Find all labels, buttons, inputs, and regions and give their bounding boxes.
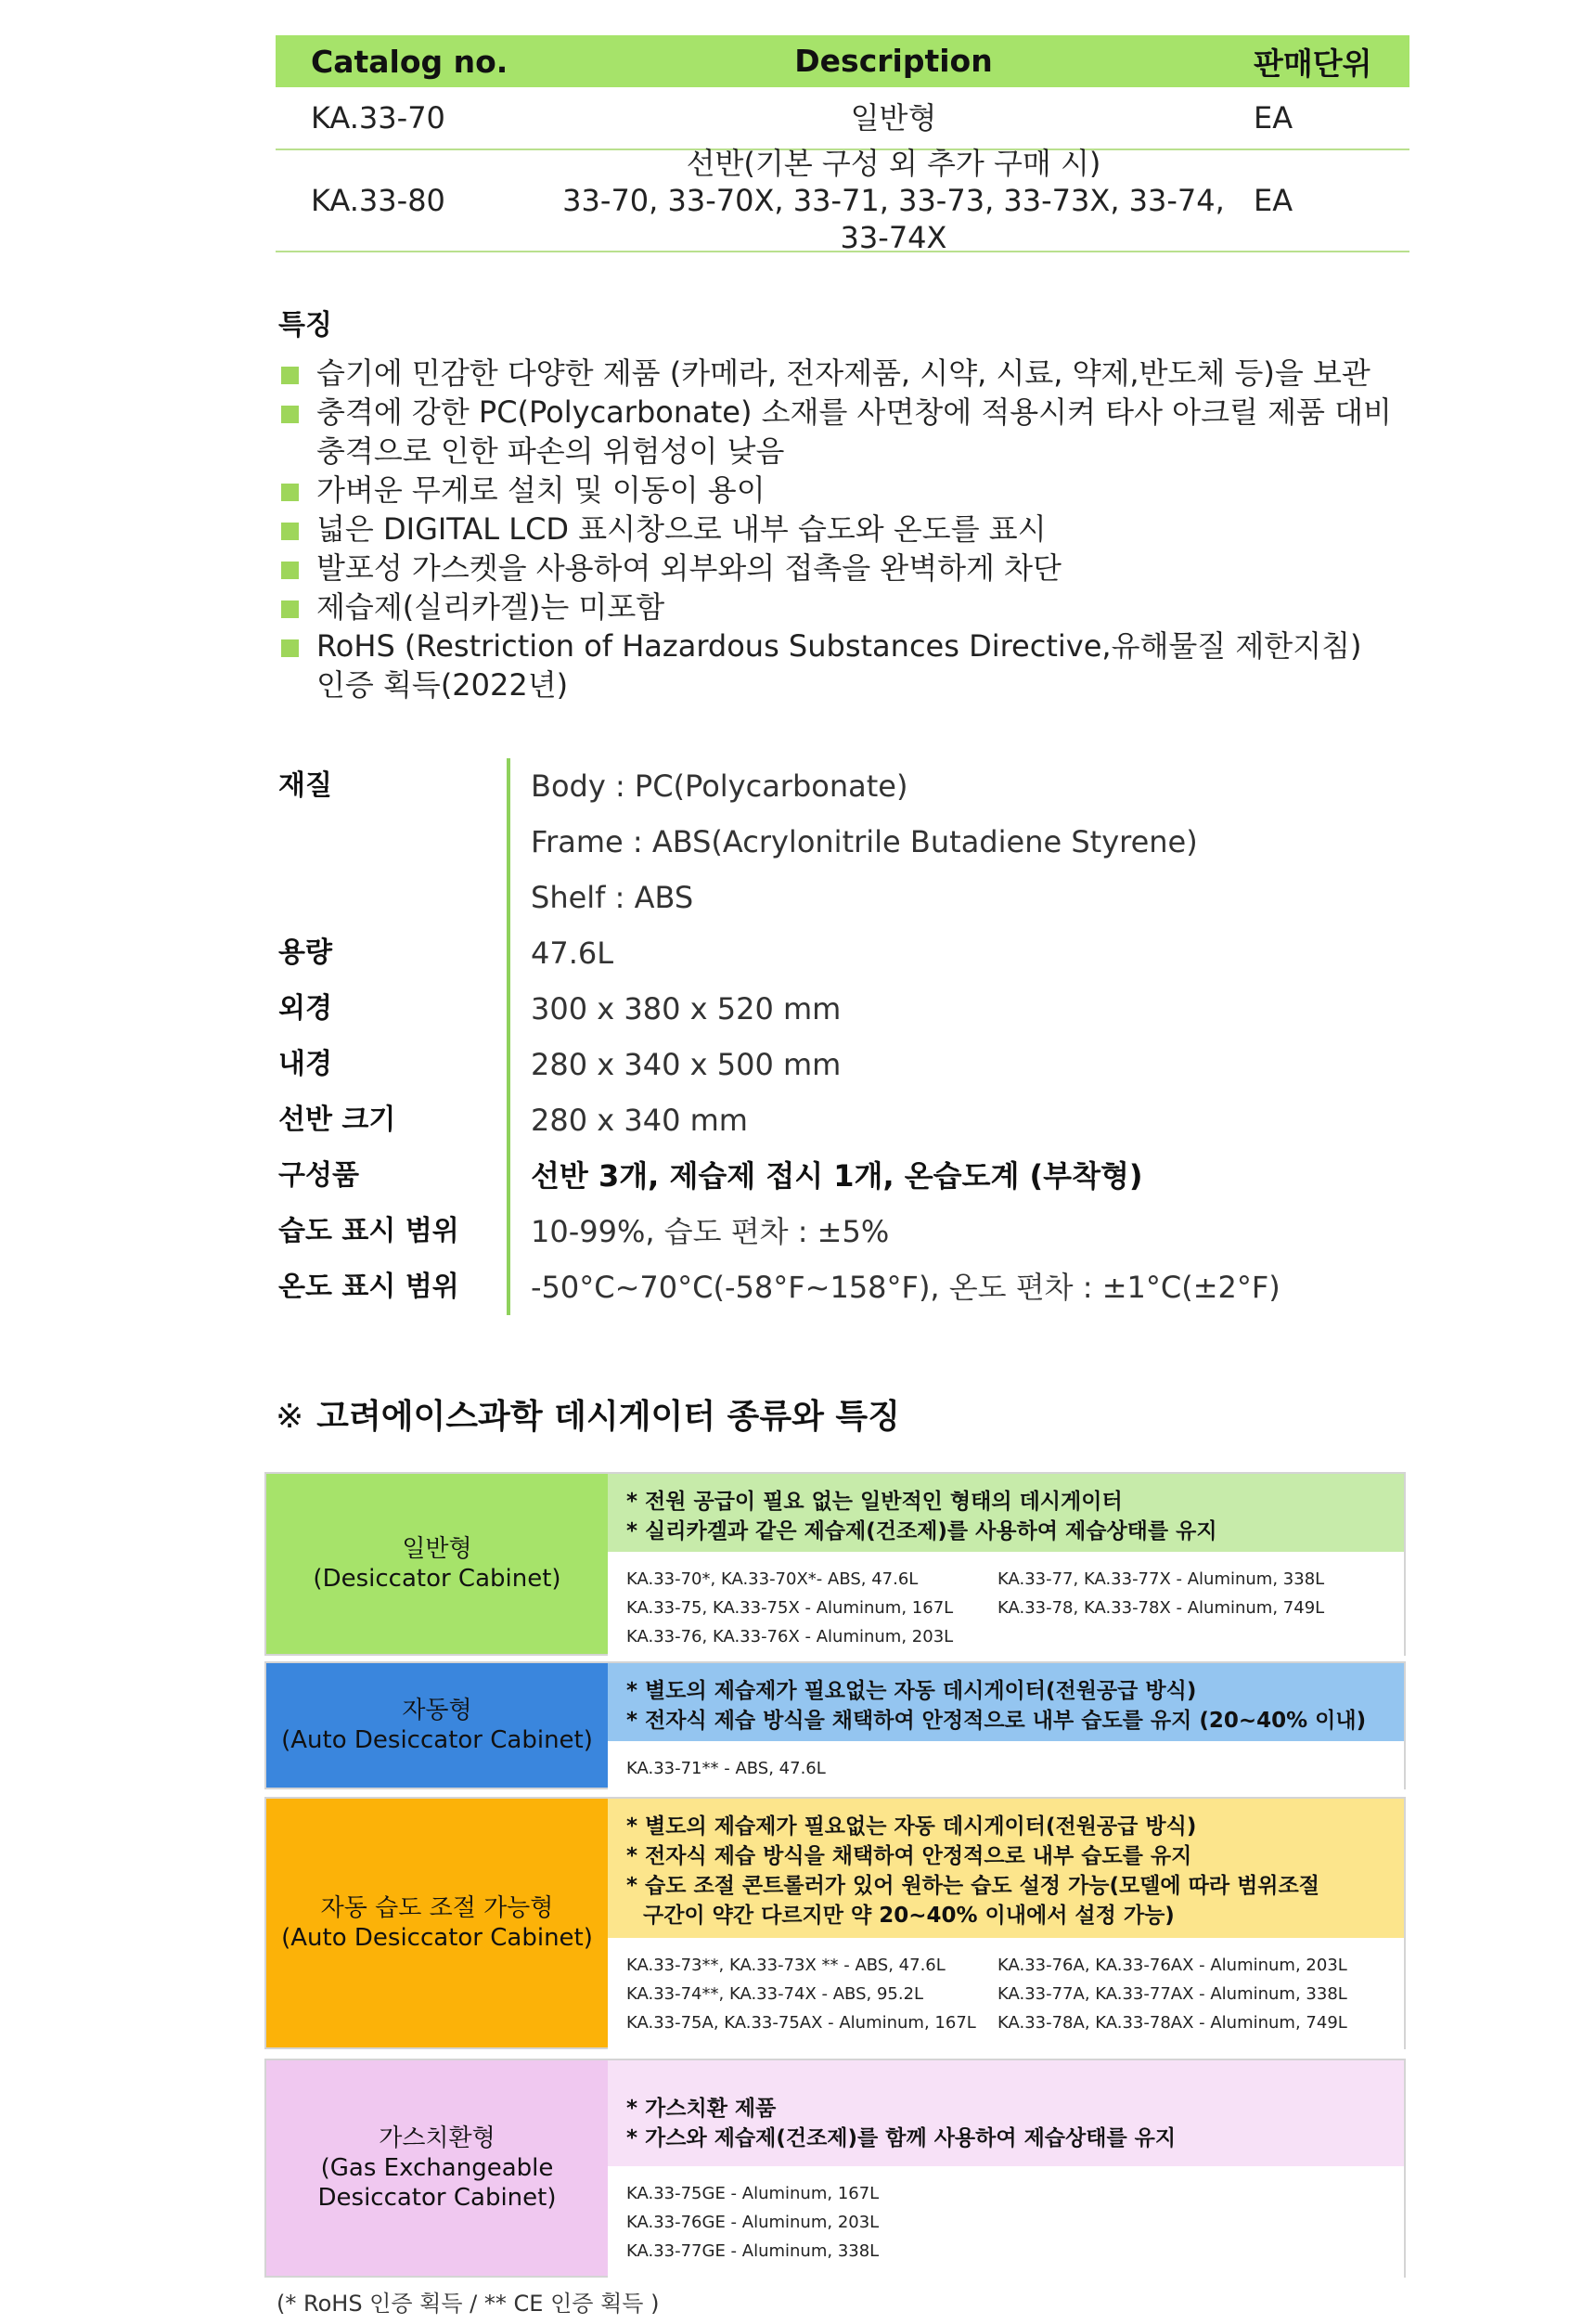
description-line: * 별도의 제습제가 필요없는 자동 데시게이터(전원공급 방식) (626, 1814, 1197, 1839)
spec-values (507, 1259, 1280, 1315)
table-row (276, 146, 1409, 255)
spec-value: Frame : ABS(Acrylonitrile Butadiene Styrene) (531, 824, 1198, 859)
type-name-en: Desiccator Cabinet) (317, 2184, 557, 2212)
list-item (281, 471, 1395, 510)
spec-row-humidity (278, 1204, 1392, 1259)
list-item: KA.33-75, KA.33-75X - Aluminum, 167L (626, 1598, 954, 1618)
feature-text: 인증 획득(2022년) (316, 667, 569, 703)
header-catalog-no: Catalog no. (311, 43, 508, 80)
square-bullet-icon (281, 523, 299, 540)
features-title: 특징 (278, 309, 332, 342)
list-item: KA.33-71** - ABS, 47.6L (626, 1759, 826, 1778)
section-title-text: 고려에이스과학 데시게이터 종류와 특징 (316, 1398, 900, 1436)
spec-value: 300 x 380 x 520 mm (531, 991, 842, 1026)
type-description (608, 1474, 1404, 1552)
section-title (276, 1390, 900, 1438)
list-item: KA.33-76GE - Aluminum, 203L (626, 2213, 880, 2232)
spec-row-capacity (278, 925, 1392, 981)
list-item: KA.33-73**, KA.33-73X ** - ABS, 47.6L (626, 1956, 946, 1975)
model-list (608, 1938, 1404, 2050)
feature-text: 발포성 가스켓을 사용하여 외부와의 접촉을 완벽하게 차단 (316, 550, 1062, 586)
type-block-auto-humidity (264, 1797, 1406, 2049)
list-item: KA.33-70*, KA.33-70X*- ABS, 47.6L (626, 1569, 919, 1589)
description-line: 일반형 (850, 100, 937, 136)
type-name-ko: 자동형 (402, 1697, 472, 1724)
square-bullet-icon (281, 562, 299, 579)
description-cell (554, 145, 1233, 256)
type-name-ko: 자동 습도 조절 가능형 (320, 1894, 554, 1922)
list-item: KA.33-75GE - Aluminum, 167L (626, 2184, 880, 2203)
spec-values (507, 1092, 748, 1148)
description-cell (554, 99, 1233, 136)
square-bullet-icon (281, 406, 299, 423)
spec-label: 재질 (278, 769, 332, 802)
feature-text: 가벼운 무게로 설치 및 이동이 용이 (316, 472, 766, 508)
type-block-general (264, 1472, 1406, 1656)
unit-cell: EA (1254, 100, 1293, 136)
footnote: (* RoHS 인증 획득 / ** CE 인증 획득 ) (277, 2291, 660, 2317)
list-item (281, 626, 1395, 704)
list-item: KA.33-77, KA.33-77X - Aluminum, 338L (997, 1569, 1325, 1589)
description-line: * 가스와 제습제(건조제)를 함께 사용하여 제습상태를 유지 (626, 2126, 1177, 2150)
type-name-cell (266, 2060, 608, 2276)
feature-text: 충격에 강한 PC(Polycarbonate) 소재를 사면창에 적용시켜 타사 아크릴 제품 대비 (316, 394, 1392, 430)
description-line: 선반(기본 구성 외 추가 구매 시) (686, 146, 1101, 181)
feature-text: 충격으로 인한 파손의 위험성이 낮음 (316, 433, 785, 469)
list-item (281, 549, 1395, 587)
list-item: KA.33-76, KA.33-76X - Aluminum, 203L (626, 1627, 954, 1646)
spec-label: 습도 표시 범위 (278, 1215, 459, 1247)
type-description (608, 2060, 1404, 2166)
list-item (281, 393, 1395, 471)
model-column (626, 2179, 997, 2266)
model-column (626, 1754, 997, 1783)
spec-label: 구성품 (278, 1159, 359, 1192)
type-name-cell (266, 1663, 608, 1788)
list-item (281, 587, 1395, 626)
type-detail (608, 1663, 1404, 1788)
spec-row-outer (278, 981, 1392, 1037)
type-detail (608, 1474, 1404, 1654)
list-item: KA.33-76A, KA.33-76AX - Aluminum, 203L (997, 1956, 1347, 1975)
feature-text: RoHS (Restriction of Hazardous Substances Directive,유해물질 제한지침) (316, 628, 1362, 664)
catalog-no-cell: KA.33-70 (311, 100, 445, 136)
type-name-en: (Auto Desiccator Cabinet) (281, 1924, 593, 1952)
square-bullet-icon (281, 639, 299, 657)
spec-row-shelf-size (278, 1092, 1392, 1148)
spec-values (507, 1148, 1143, 1204)
reference-mark-icon: ※ (276, 1398, 304, 1436)
spec-label: 용량 (278, 936, 332, 969)
type-name-en: (Desiccator Cabinet) (313, 1565, 561, 1593)
spec-value: 선반 3개, 제습제 접시 1개, 온습도계 (부착형) (531, 1158, 1143, 1194)
feature-text: 넓은 DIGITAL LCD 표시창으로 내부 습도와 온도를 표시 (316, 511, 1047, 547)
spec-values (507, 925, 613, 981)
spec-value: 47.6L (531, 936, 614, 971)
square-bullet-icon (281, 600, 299, 618)
features-list (281, 354, 1395, 704)
spec-value: Shelf : ABS (531, 880, 694, 915)
spec-row-temperature (278, 1259, 1392, 1315)
header-unit: 판매단위 (1254, 45, 1372, 82)
list-item: KA.33-77A, KA.33-77AX - Aluminum, 338L (997, 1984, 1347, 2004)
list-item: KA.33-78, KA.33-78X - Aluminum, 749L (997, 1598, 1325, 1618)
type-description (608, 1663, 1404, 1741)
description-line: * 습도 조절 콘트롤러가 있어 원하는 습도 설정 가능(모델에 따라 범위조절 (626, 1874, 1319, 1898)
spec-value: 280 x 340 mm (531, 1103, 748, 1138)
square-bullet-icon (281, 484, 299, 501)
spec-row-material (278, 758, 1392, 925)
list-item: KA.33-75A, KA.33-75AX - Aluminum, 167L (626, 2013, 976, 2033)
type-detail (608, 1799, 1404, 2047)
model-column (626, 1951, 997, 2037)
type-name-en: (Auto Desiccator Cabinet) (281, 1726, 593, 1754)
header-description: Description (794, 43, 993, 79)
spec-value: -50°C~70°C(-58°F~158°F), 온도 편차 : ±1°C(±2°F) (531, 1270, 1280, 1305)
list-item: KA.33-74**, KA.33-74X - ABS, 95.2L (626, 1984, 924, 2004)
model-column (626, 1565, 997, 1651)
spec-label: 온도 표시 범위 (278, 1271, 459, 1303)
spec-row-inner (278, 1037, 1392, 1092)
model-column (997, 1565, 1369, 1651)
model-list (608, 1741, 1404, 1796)
description-line: * 전원 공급이 필요 없는 일반적인 형태의 데시게이터 (626, 1490, 1123, 1514)
catalog-table-header (276, 35, 1409, 87)
spec-row-components (278, 1148, 1392, 1204)
type-name-ko: 가스치환형 (379, 2124, 495, 2152)
spec-table (278, 758, 1392, 1315)
list-item: KA.33-78A, KA.33-78AX - Aluminum, 749L (997, 2013, 1347, 2033)
description-line: 구간이 약간 다르지만 약 20~40% 이내에서 설정 가능) (643, 1904, 1175, 1928)
spec-values (507, 981, 841, 1037)
list-item: KA.33-77GE - Aluminum, 338L (626, 2241, 880, 2261)
spec-label: 내경 (278, 1048, 332, 1080)
type-detail (608, 2060, 1404, 2276)
type-name-cell (266, 1474, 608, 1654)
model-list (608, 1552, 1404, 1664)
type-block-gas-exchange (264, 2059, 1406, 2278)
spec-value: 10-99%, 습도 편차 : ±5% (531, 1214, 890, 1249)
spec-values (507, 1204, 889, 1259)
description-line: * 전자식 제습 방식을 채택하여 안정적으로 내부 습도를 유지 (20~40% 이내) (626, 1709, 1367, 1733)
list-item (281, 354, 1395, 393)
description-line: * 가스치환 제품 (626, 2097, 777, 2121)
type-name-cell (266, 1799, 608, 2047)
type-block-auto (264, 1661, 1406, 1789)
description-line: 33-70, 33-70X, 33-71, 33-73, 33-73X, 33-74, 33-74X (562, 183, 1225, 255)
type-description (608, 1799, 1404, 1938)
spec-label: 외경 (278, 992, 332, 1025)
type-name-en: (Gas Exchangeable (320, 2154, 554, 2182)
unit-cell: EA (1254, 183, 1293, 218)
catalog-table (276, 35, 1409, 255)
model-list (608, 2166, 1404, 2279)
description-line: * 별도의 제습제가 필요없는 자동 데시게이터(전원공급 방식) (626, 1679, 1197, 1703)
model-column (997, 1951, 1369, 2037)
spec-value: Body : PC(Polycarbonate) (531, 768, 908, 804)
spec-values (507, 1037, 841, 1092)
spec-values (507, 758, 1198, 925)
catalog-no-cell: KA.33-80 (311, 183, 445, 218)
list-item (281, 510, 1395, 549)
spec-value: 280 x 340 x 500 mm (531, 1047, 842, 1082)
description-line: * 실리카겔과 같은 제습제(건조제)를 사용하여 제습상태를 유지 (626, 1519, 1217, 1543)
feature-text: 습기에 민감한 다양한 제품 (카메라, 전자제품, 시약, 시료, 약제,반도체 등)을 보관 (316, 355, 1371, 391)
type-name-ko: 일반형 (402, 1535, 472, 1563)
description-line: * 전자식 제습 방식을 채택하여 안정적으로 내부 습도를 유지 (626, 1844, 1192, 1868)
spec-label: 선반 크기 (278, 1104, 396, 1136)
feature-text: 제습제(실리카겔)는 미포함 (316, 589, 665, 625)
table-row (276, 87, 1409, 150)
square-bullet-icon (281, 367, 299, 384)
